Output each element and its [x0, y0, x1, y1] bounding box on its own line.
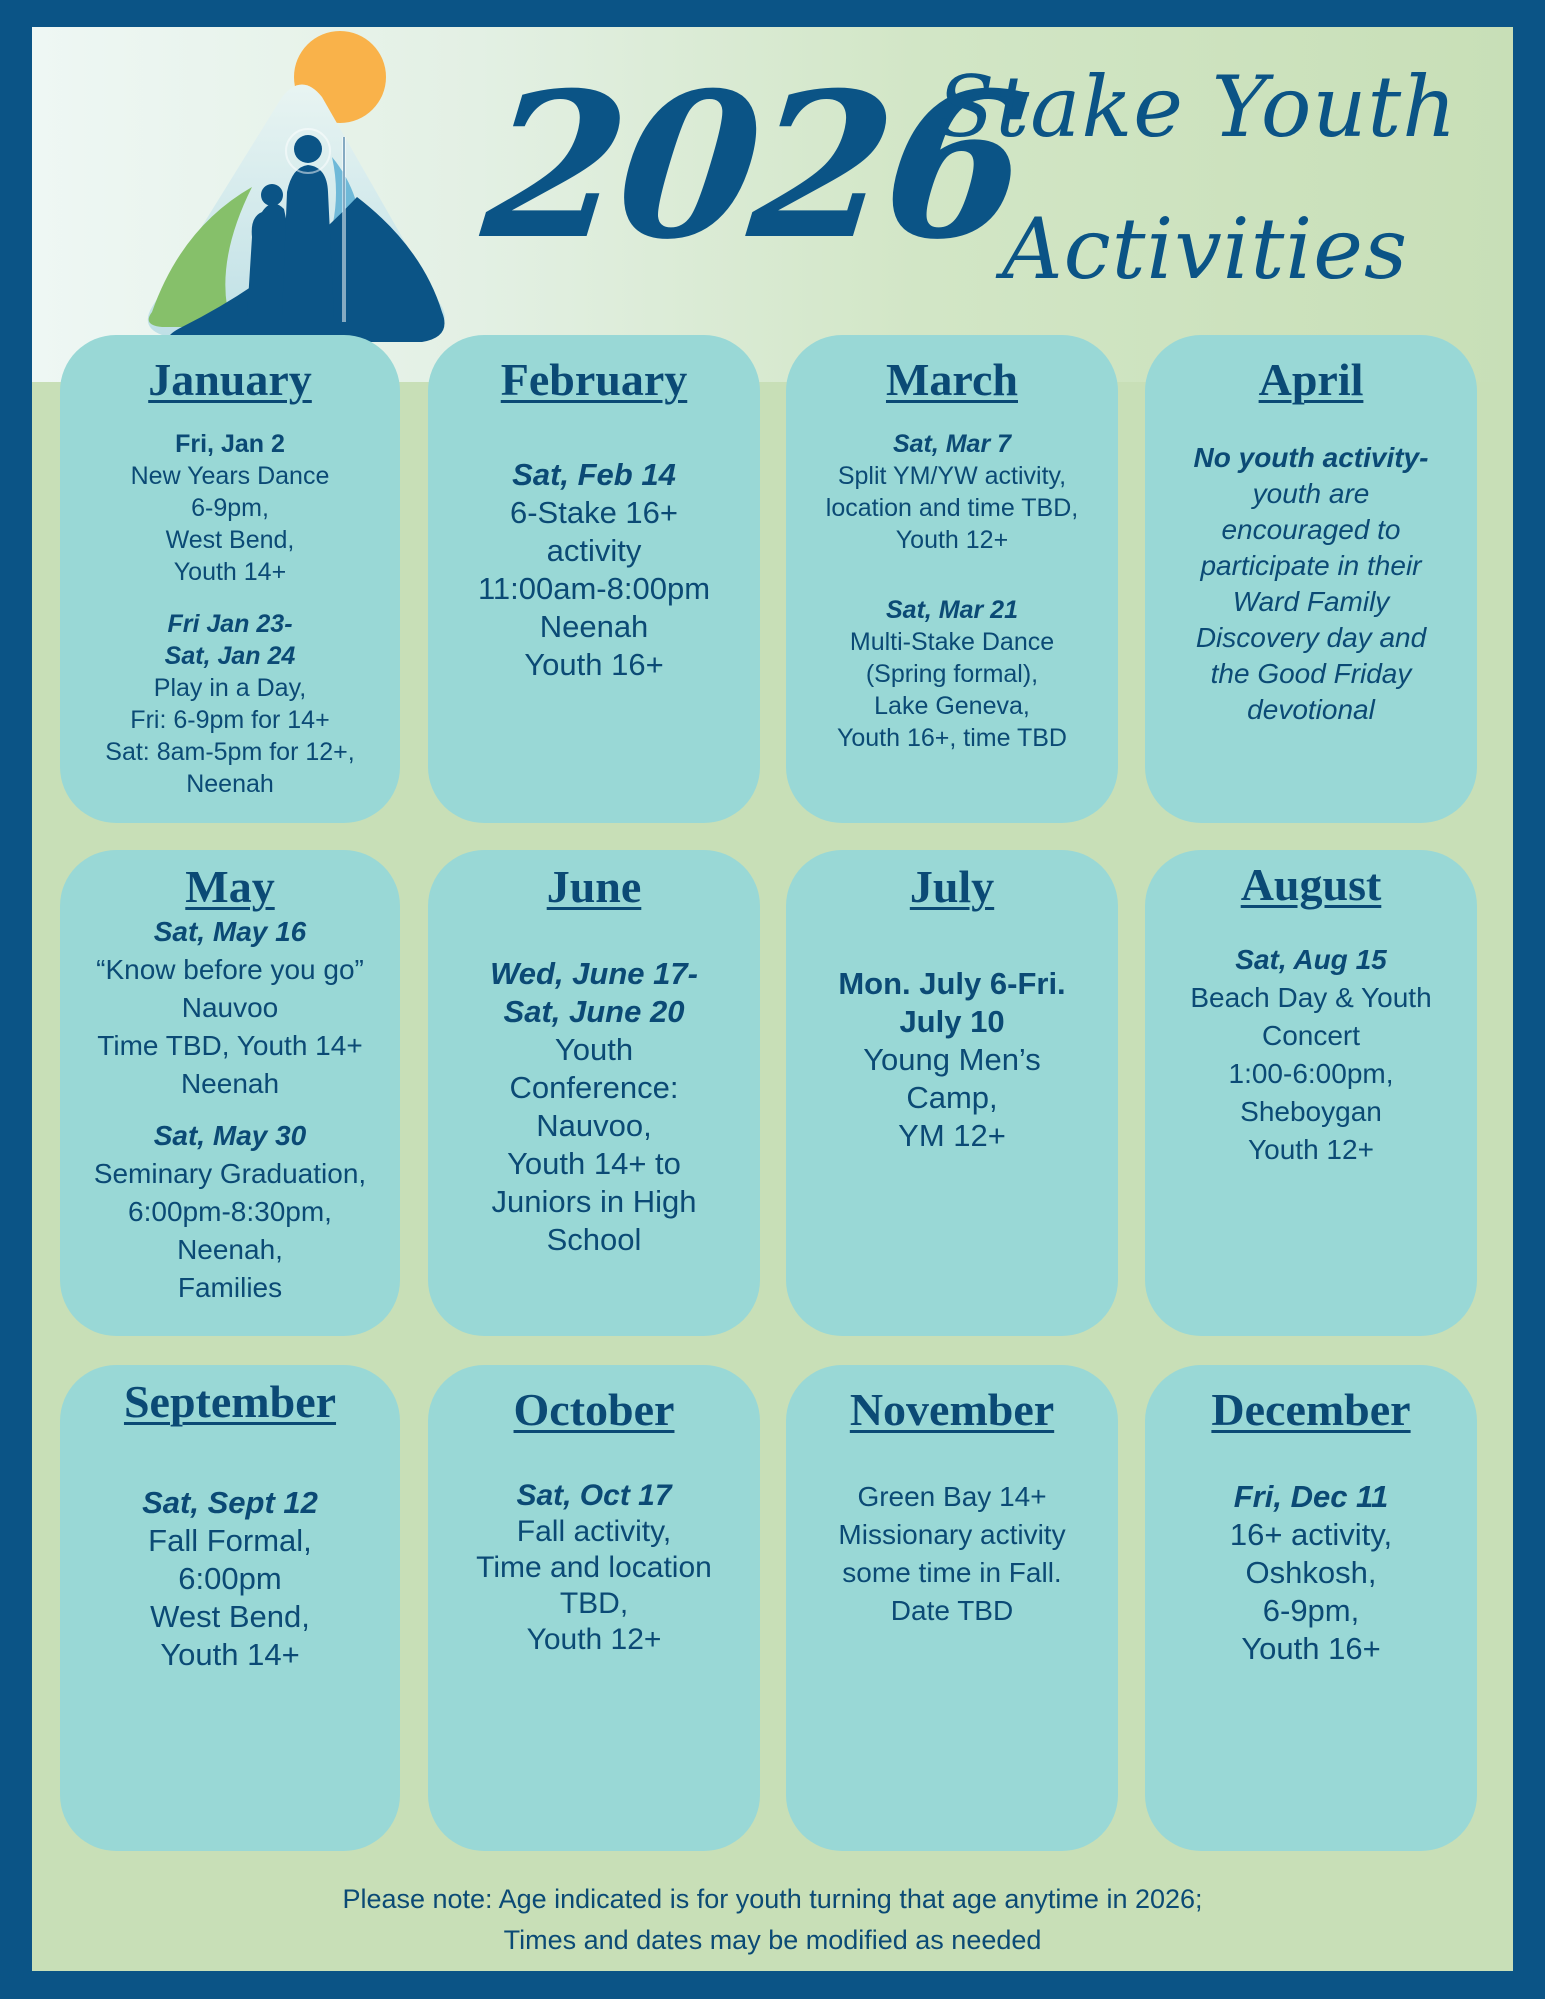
- event-line: Nauvoo,: [536, 1107, 652, 1143]
- event-line: Neenah: [539, 608, 649, 644]
- event-line: Lake Geneva,: [874, 691, 1030, 720]
- event-date: Fri Jan 23-: [167, 609, 293, 638]
- card-february: [428, 335, 760, 823]
- event-line: Oshkosh,: [1245, 1554, 1377, 1590]
- event-line: Fri: 6-9pm for 14+: [130, 705, 330, 734]
- event-line: 6:00pm: [178, 1560, 282, 1596]
- event-date: Sat, Oct 17: [516, 1478, 672, 1512]
- event-line: Date TBD: [890, 1594, 1014, 1626]
- event-line: 6-9pm,: [1262, 1592, 1360, 1628]
- card-march: [786, 335, 1118, 823]
- event-date: Sat, Mar 21: [885, 595, 1018, 624]
- page-frame: [32, 27, 1513, 1971]
- title-line-2: Activities: [1002, 200, 1409, 298]
- event-date: Sat, June 20: [503, 993, 685, 1029]
- event-line: Missionary activity: [838, 1518, 1066, 1550]
- event-line: Neenah: [186, 769, 274, 798]
- event-line: activity: [546, 532, 642, 568]
- event-1: [804, 965, 1100, 1155]
- event-line: Time TBD, Youth 14+: [97, 1029, 363, 1061]
- event-date: Sat, Feb 14: [512, 456, 676, 492]
- event-line: Conference:: [509, 1069, 679, 1105]
- month-title: February: [500, 354, 688, 405]
- event-line: Sheboygan: [1240, 1095, 1382, 1127]
- event-1: [804, 428, 1100, 556]
- card-october: [428, 1365, 760, 1851]
- event-1: [1163, 440, 1459, 728]
- event-line: 1:00-6:00pm,: [1228, 1057, 1394, 1089]
- month-title: May: [185, 861, 275, 912]
- card-may: [60, 850, 400, 1336]
- month-title: August: [1240, 859, 1382, 910]
- card-december: [1145, 1365, 1477, 1851]
- title-line-1: Stake Youth: [937, 58, 1458, 156]
- event-1: [1163, 1478, 1459, 1668]
- event-line: 11:00am-8:00pm: [477, 570, 711, 606]
- event-line: Fall activity,: [516, 1514, 672, 1548]
- event-line: encouraged to: [1221, 513, 1401, 545]
- event-line: Split YM/YW activity,: [837, 461, 1067, 490]
- event-line: youth are: [1252, 477, 1370, 509]
- card-april: [1145, 335, 1477, 823]
- event-date: Wed, June 17-: [490, 955, 698, 991]
- event-line: (Spring formal),: [865, 659, 1039, 688]
- card-september: [60, 1365, 400, 1851]
- event-line: some time in Fall.: [842, 1556, 1062, 1588]
- event-line: TBD,: [559, 1586, 629, 1620]
- event-line: School: [546, 1221, 642, 1257]
- event-1: [804, 1478, 1100, 1630]
- event-1: [446, 1478, 742, 1658]
- event-date: Fri, Dec 11: [1233, 1478, 1389, 1514]
- event-line: Youth 16+, time TBD: [836, 723, 1067, 752]
- event-line: 6-9pm,: [191, 493, 269, 522]
- event-line: Youth 14+: [173, 557, 287, 586]
- event-line: “Know before you go”: [96, 953, 364, 985]
- event-line: 6-Stake 16+: [509, 494, 679, 530]
- event-line: Beach Day & Youth: [1190, 981, 1432, 1013]
- event-line: Youth 16+: [524, 646, 664, 682]
- month-title: March: [885, 354, 1018, 405]
- event-1: [446, 456, 742, 684]
- event-line: Ward Family: [1232, 585, 1390, 617]
- event-line: Seminary Graduation,: [93, 1157, 367, 1189]
- event-line: Multi-Stake Dance: [849, 627, 1055, 656]
- month-title: January: [148, 354, 312, 405]
- month-title: November: [849, 1384, 1055, 1435]
- event-line: Juniors in High: [491, 1183, 697, 1219]
- event-date: Sat, Aug 15: [1235, 943, 1387, 975]
- event-line: Families: [177, 1271, 283, 1303]
- event-line: 6:00pm-8:30pm,: [128, 1195, 332, 1227]
- event-line: the Good Friday: [1210, 657, 1412, 689]
- event-line: Youth 12+: [526, 1622, 662, 1656]
- card-january: [60, 335, 400, 823]
- event-date: Mon. July 6-Fri.: [838, 965, 1066, 1001]
- event-1: [78, 428, 382, 588]
- event-line: Youth 12+: [895, 525, 1009, 554]
- card-august: [1145, 850, 1477, 1336]
- event-2: [78, 608, 382, 800]
- event-line: Youth 14+ to: [507, 1145, 681, 1181]
- event-1: [1163, 941, 1459, 1169]
- event-line: Discovery day and: [1195, 621, 1427, 653]
- month-title: July: [909, 861, 995, 912]
- event-line: West Bend,: [150, 1598, 310, 1634]
- event-line: Concert: [1261, 1019, 1361, 1051]
- month-title: April: [1258, 354, 1364, 405]
- event-date: Sat, May 16: [153, 915, 307, 947]
- footer-note-1: Please note: Age indicated is for youth turning that age anytime in 2026;: [342, 1884, 1203, 1914]
- event-date: July 10: [899, 1003, 1005, 1039]
- card-november: [786, 1365, 1118, 1851]
- event-line: YM 12+: [898, 1117, 1006, 1153]
- event-line: devotional: [1247, 693, 1375, 725]
- event-line: Play in a Day,: [153, 673, 307, 702]
- event-line: Time and location: [476, 1550, 712, 1584]
- event-line: Youth: [554, 1031, 634, 1067]
- mountain-logo-icon: [122, 27, 482, 367]
- event-line: Fall Formal,: [148, 1522, 312, 1558]
- event-date: Sat, Mar 7: [892, 429, 1012, 458]
- event-2: [804, 594, 1100, 754]
- event-1: [446, 955, 742, 1259]
- event-date: Sat, Sept 12: [142, 1484, 318, 1520]
- event-line: Youth 12+: [1248, 1133, 1374, 1165]
- event-date: No youth activity-: [1193, 441, 1429, 473]
- month-title: October: [513, 1384, 675, 1435]
- event-line: participate in their: [1200, 549, 1422, 581]
- month-title: December: [1211, 1384, 1411, 1435]
- event-date: Sat, Jan 24: [164, 641, 296, 670]
- event-line: Neenah: [180, 1067, 280, 1099]
- event-line: West Bend,: [165, 525, 295, 554]
- card-july: [786, 850, 1118, 1336]
- event-line: Youth 16+: [1241, 1630, 1381, 1666]
- event-line: location and time TBD,: [825, 493, 1079, 522]
- event-line: Young Men’s: [863, 1041, 1041, 1077]
- year-title: 2026: [474, 49, 1033, 284]
- event-1: [78, 1484, 382, 1674]
- event-date: Sat, May 30: [153, 1119, 307, 1151]
- event-line: Nauvoo: [181, 991, 279, 1023]
- event-line: Sat: 8am-5pm for 12+,: [105, 737, 355, 766]
- event-1: [78, 913, 382, 1103]
- event-line: New Years Dance: [130, 461, 330, 490]
- footer-note-2: Times and dates may be modified as needed: [503, 1925, 1042, 1955]
- event-2: [78, 1117, 382, 1307]
- event-line: Green Bay 14+: [857, 1480, 1047, 1512]
- month-title: September: [123, 1376, 337, 1427]
- event-date: Fri, Jan 2: [175, 429, 285, 458]
- event-line: 16+ activity,: [1229, 1516, 1393, 1552]
- card-june: [428, 850, 760, 1336]
- event-line: Neenah,: [177, 1233, 283, 1265]
- event-line: Camp,: [906, 1079, 998, 1115]
- month-title: June: [546, 861, 642, 912]
- event-line: Youth 14+: [160, 1636, 300, 1672]
